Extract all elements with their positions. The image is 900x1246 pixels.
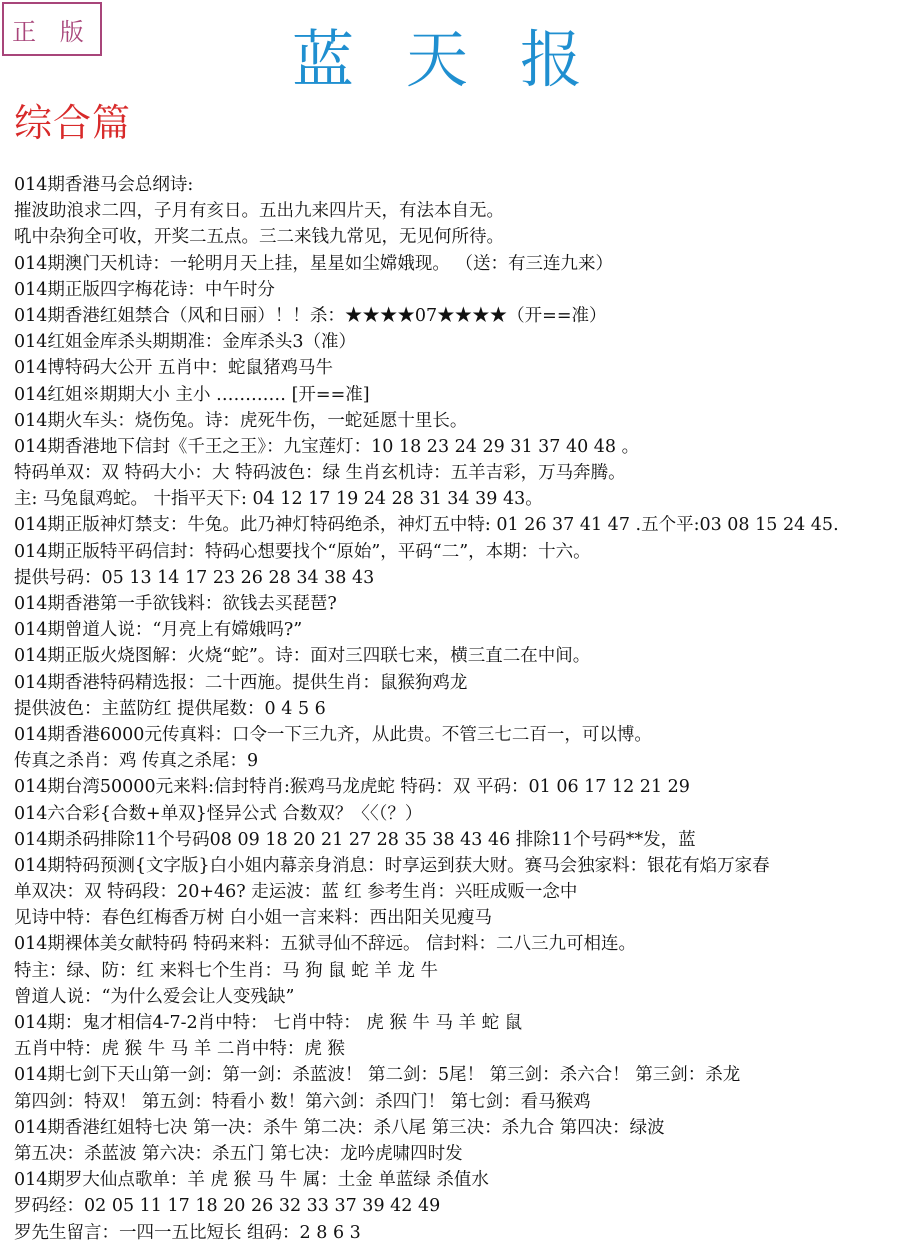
content-line: 014红姐※期期大小 主小 ………… [开==准] xyxy=(14,384,370,405)
section-heading: 综合篇 xyxy=(14,101,132,145)
content-line: 第五决：杀蓝波 第六决：杀五门 第七决：龙吟虎啸四时发 xyxy=(14,1143,463,1164)
content-line: 014期正版四字梅花诗：中午时分 xyxy=(14,279,275,300)
content-line: 014期七剑下天山第一剑：第一剑：杀蓝波！ 第二剑：5尾！ 第三剑：杀六合！ 第三剑：杀龙 xyxy=(14,1065,741,1086)
content-line: 五肖中特：虎 猴 牛 马 羊 二肖中特：虎 猴 xyxy=(14,1039,345,1060)
content-line: 014期香港地下信封《千王之王》：九宝莲灯：10 18 23 24 29 31 37 40 48 。 xyxy=(14,436,640,457)
content-line: 提供波色：主蓝防红 提供尾数：0 4 5 6 xyxy=(14,698,326,719)
page-title: 蓝天报 xyxy=(291,23,634,96)
content-line: 罗码经：02 05 11 17 18 20 26 32 33 37 39 42 49 xyxy=(14,1196,441,1217)
edition-badge: 正 版 xyxy=(2,2,102,56)
content-line: 014期罗大仙点歌单：羊 虎 猴 马 牛 属：土金 单蓝绿 杀值水 xyxy=(14,1170,489,1191)
content-line: 014期火车头：烧伤兔。诗：虎死牛伤，一蛇延愿十里长。 xyxy=(14,410,468,431)
content-line: 014期香港第一手欲钱料：欲钱去买琵琶? xyxy=(14,594,337,614)
content-line: 014期澳门天机诗：一轮明月天上挂，星星如尘嫦娥现。 （送：有三连九来） xyxy=(14,253,613,274)
content-line: 曾道人说：“为什么爱会让人变残缺” xyxy=(14,986,295,1007)
content-line: 特码单双：双 特码大小：大 特码波色：绿 生肖玄机诗：五羊吉彩，万马奔腾。 xyxy=(14,463,626,484)
content-line: 014期台湾50000元来料:信封特肖:猴鸡马龙虎蛇 特码：双 平码：01 06 17 12 21 29 xyxy=(14,777,690,798)
content-line: 罗先生留言：一四一五比短长 组码：2 8 6 3 xyxy=(14,1222,361,1243)
content-line: 014红姐金库杀头期期准：金库杀头3（准） xyxy=(14,332,357,353)
content-lines xyxy=(14,172,896,1246)
content-line: 014六合彩{合数+单双}怪异公式 合数双？〈〈（？） xyxy=(14,803,423,824)
content-line: 传真之杀肖：鸡 传真之杀尾：9 xyxy=(14,751,259,772)
content-line: 单双决：双 特码段：20+46? 走运波：蓝 红 参考生肖：兴旺成贩一念中 xyxy=(14,882,578,903)
content-line: 014期正版火烧图解：火烧“蛇”。诗：面对三四联七来，横三直二在中间。 xyxy=(14,646,591,667)
content-line: 014期香港马会总纲诗: xyxy=(14,175,194,195)
content-line: 014期香港红姐特七决 第一决：杀牛 第二决：杀八尾 第三决：杀九合 第四决：绿波 xyxy=(14,1117,665,1138)
content-line: 014期香港红姐禁合（风和日丽）！！杀：★★★★07★★★★（开==准） xyxy=(14,305,607,326)
content-line: 014期特码预测{文字版}白小姐内幕亲身消息：时享运到获大财。赛马会独家料：银花有焰万家春 xyxy=(14,855,770,876)
content-line: 提供号码：05 13 14 17 23 26 28 34 38 43 xyxy=(14,567,375,588)
content-line: 第四剑：特双！ 第五剑：特看小 数！第六剑：杀四门！ 第七剑：看马猴鸡 xyxy=(14,1091,591,1112)
content-line: 014期曾道人说：“月亮上有嫦娥吗?” xyxy=(14,620,303,641)
content-line: 014期：鬼才相信4-7-2肖中特： 七肖中特： 虎 猴 牛 马 羊 蛇 鼠 xyxy=(14,1013,523,1033)
content-line: 吼中杂狗全可收，开奖二五点。三二来钱九常见，无见何所待。 xyxy=(14,227,504,248)
content-line: 014期正版神灯禁支：牛兔。此乃神灯特码绝杀，神灯五中特: 01 26 37 41 47 .五个平:03 08 15 24 45. xyxy=(14,515,839,536)
content-line: 014期香港特码精选报：二十西施。提供生肖：鼠猴狗鸡龙 xyxy=(14,672,468,693)
content-line: 014期杀码排除11个号码08 09 18 20 21 27 28 35 38 43 46 排除11个号码**发，蓝 xyxy=(14,829,696,850)
content-line: 014期香港6000元传真料：口令一下三九齐，从此贵。不管三七二百一，可以博。 xyxy=(14,724,652,745)
content-line: 主: 马兔鼠鸡蛇。 十指平天下: 04 12 17 19 24 28 31 34 39 43。 xyxy=(14,489,543,510)
content-line: 014博特码大公开 五肖中：蛇鼠猪鸡马牛 xyxy=(14,358,333,379)
content-line: 摧波助浪求二四，子月有亥日。五出九来四片天，有法本自无。 xyxy=(14,201,504,222)
content-line: 特主：绿、防：红 来料七个生肖：马 狗 鼠 蛇 羊 龙 牛 xyxy=(14,960,438,981)
content-line: 见诗中特：春色红梅香万树 白小姐一言来料：西出阳关见瘦马 xyxy=(14,908,493,929)
content-line: 014期裸体美女献特码 特码来料：五狱寻仙不辞远。 信封料：二八三九可相连。 xyxy=(14,934,637,955)
content-line: 014期正版特平码信封：特码心想要找个“原始”，平码“二”，本期：十六。 xyxy=(14,541,591,562)
